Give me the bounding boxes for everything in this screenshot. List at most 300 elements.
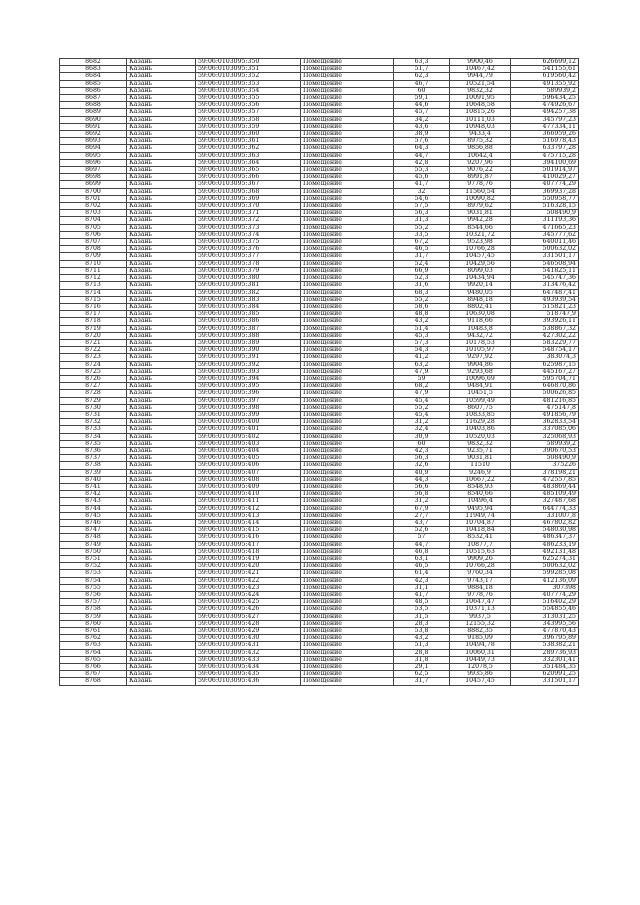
city-cell: Казань [127, 628, 196, 635]
total-value-cell: 518747,9 [511, 311, 579, 318]
city-cell: Казань [127, 303, 196, 310]
city-cell: Казань [127, 325, 196, 332]
area-cell: 47,9 [394, 390, 450, 397]
total-value-cell: 589939,2 [511, 440, 579, 447]
total-value-cell: 474926,67 [511, 102, 579, 109]
price-per-unit-cell: 10766,28 [450, 246, 511, 253]
table-row [60, 203, 579, 210]
cadastral-number-cell: 59:06:0103095:434 [196, 664, 301, 671]
row-number-cell: 8719 [60, 325, 127, 332]
city-cell: Казань [127, 231, 196, 238]
area-cell: 56,8 [394, 491, 450, 498]
area-cell: 52,4 [394, 260, 450, 267]
area-cell: 62,5 [394, 671, 450, 678]
price-per-unit-cell: 9856,88 [450, 145, 511, 152]
area-cell: 60 [394, 440, 450, 447]
total-value-cell: 494257,38 [511, 109, 579, 116]
cadastral-number-cell: 59:06:0103095:379 [196, 267, 301, 274]
object-type-cell: Помещение [301, 541, 394, 548]
table-row [60, 123, 579, 130]
price-per-unit-cell: 10877,7 [450, 541, 511, 548]
table-row [60, 59, 579, 66]
price-per-unit-cell: 8607,75 [450, 404, 511, 411]
city-cell: Казань [127, 332, 196, 339]
city-cell: Казань [127, 455, 196, 462]
object-type-cell: Помещение [301, 152, 394, 159]
table-row [60, 224, 579, 231]
price-per-unit-cell: 9778,76 [450, 181, 511, 188]
table-row [60, 332, 579, 339]
table-row [60, 66, 579, 73]
area-cell: 57,5 [394, 203, 450, 210]
object-type-cell: Помещение [301, 476, 394, 483]
cadastral-number-cell: 59:06:0103095:430 [196, 635, 301, 642]
total-value-cell: 491355,92 [511, 80, 579, 87]
area-cell: 45,4 [394, 411, 450, 418]
price-per-unit-cell: 10520,03 [450, 433, 511, 440]
price-per-unit-cell: 10403,86 [450, 426, 511, 433]
cadastral-number-cell: 59:06:0103095:425 [196, 599, 301, 606]
area-cell: 68,3 [394, 289, 450, 296]
row-number-cell: 8762 [60, 635, 127, 642]
row-number-cell: 8693 [60, 138, 127, 145]
price-per-unit-cell: 11949,74 [450, 512, 511, 519]
row-number-cell: 8685 [60, 80, 127, 87]
cadastral-number-cell: 59:06:0103095:377 [196, 253, 301, 260]
city-cell: Казань [127, 671, 196, 678]
total-value-cell: 325068,93 [511, 433, 579, 440]
city-cell: Казань [127, 440, 196, 447]
object-type-cell: Помещение [301, 231, 394, 238]
row-number-cell: 8699 [60, 181, 127, 188]
city-cell: Казань [127, 642, 196, 649]
table-body [60, 59, 579, 686]
cadastral-number-cell: 59:06:0103095:406 [196, 462, 301, 469]
price-per-unit-cell: 10090,82 [450, 195, 511, 202]
city-cell: Казань [127, 592, 196, 599]
object-type-cell: Помещение [301, 512, 394, 519]
city-cell: Казань [127, 159, 196, 166]
row-number-cell: 8738 [60, 462, 127, 469]
total-value-cell: 337085,06 [511, 426, 579, 433]
object-type-cell: Помещение [301, 642, 394, 649]
table-row [60, 671, 579, 678]
area-cell: 31,6 [394, 282, 450, 289]
area-cell: 31,8 [394, 656, 450, 663]
area-cell: 42,3 [394, 447, 450, 454]
cadastral-number-cell: 59:06:0103095:382 [196, 289, 301, 296]
price-per-unit-cell: 10948,03 [450, 123, 511, 130]
area-cell: 42,3 [394, 577, 450, 584]
price-per-unit-cell: 9778,76 [450, 592, 511, 599]
row-number-cell: 8690 [60, 116, 127, 123]
city-cell: Казань [127, 203, 196, 210]
table-row [60, 318, 579, 325]
row-number-cell: 8754 [60, 577, 127, 584]
price-per-unit-cell: 9118,66 [450, 318, 511, 325]
table-row [60, 613, 579, 620]
area-cell: 48,8 [394, 311, 450, 318]
area-cell: 27,7 [394, 512, 450, 519]
total-value-cell: 508490,9 [511, 210, 579, 217]
table-row [60, 296, 579, 303]
city-cell: Казань [127, 368, 196, 375]
total-value-cell: 595704,71 [511, 375, 579, 382]
area-cell: 57 [394, 534, 450, 541]
price-per-unit-cell: 10494,78 [450, 642, 511, 649]
city-cell: Казань [127, 548, 196, 555]
price-per-unit-cell: 10515,63 [450, 548, 511, 555]
object-type-cell: Помещение [301, 303, 394, 310]
table-row [60, 592, 579, 599]
total-value-cell: 516402,29 [511, 599, 579, 606]
row-number-cell: 8708 [60, 246, 127, 253]
area-cell: 42,8 [394, 159, 450, 166]
cadastral-number-cell: 59:06:0103095:390 [196, 347, 301, 354]
row-number-cell: 8768 [60, 678, 127, 685]
table-row [60, 570, 579, 577]
object-type-cell: Помещение [301, 361, 394, 368]
row-number-cell: 8742 [60, 491, 127, 498]
price-per-unit-cell: 10449,73 [450, 656, 511, 663]
table-row [60, 138, 579, 145]
area-cell: 47,9 [394, 368, 450, 375]
row-number-cell: 8731 [60, 411, 127, 418]
table-row [60, 174, 579, 181]
table-row [60, 426, 579, 433]
table-row [60, 131, 579, 138]
object-type-cell: Помещение [301, 325, 394, 332]
total-value-cell: 472557,85 [511, 476, 579, 483]
area-cell: 32,4 [394, 426, 450, 433]
object-type-cell: Помещение [301, 534, 394, 541]
row-number-cell: 8747 [60, 527, 127, 534]
cadastral-number-cell: 59:06:0103095:356 [196, 102, 301, 109]
area-cell: 61,4 [394, 570, 450, 577]
object-type-cell: Помещение [301, 282, 394, 289]
table-row [60, 181, 579, 188]
table-row [60, 267, 579, 274]
city-cell: Казань [127, 599, 196, 606]
cadastral-number-cell: 59:06:0103095:435 [196, 671, 301, 678]
total-value-cell: 383074,3 [511, 354, 579, 361]
area-cell: 38,9 [394, 131, 450, 138]
price-per-unit-cell: 9185,09 [450, 635, 511, 642]
object-type-cell: Помещение [301, 491, 394, 498]
table-row [60, 404, 579, 411]
city-cell: Казань [127, 123, 196, 130]
table-row [60, 577, 579, 584]
price-per-unit-cell: 10704,87 [450, 520, 511, 527]
price-per-unit-cell: 9944,79 [450, 73, 511, 80]
total-value-cell: 516328,15 [511, 203, 579, 210]
object-type-cell: Помещение [301, 275, 394, 282]
object-type-cell: Помещение [301, 368, 394, 375]
table-row [60, 116, 579, 123]
total-value-cell: 289736,93 [511, 649, 579, 656]
table-row [60, 476, 579, 483]
city-cell: Казань [127, 296, 196, 303]
area-cell: 46,5 [394, 563, 450, 570]
city-cell: Казань [127, 339, 196, 346]
area-cell: 63,1 [394, 556, 450, 563]
total-value-cell: 481216,85 [511, 397, 579, 404]
object-type-cell: Помещение [301, 628, 394, 635]
price-per-unit-cell: 9942,28 [450, 217, 511, 224]
row-number-cell: 8684 [60, 73, 127, 80]
city-cell: Казань [127, 390, 196, 397]
area-cell: 57,6 [394, 138, 450, 145]
area-cell: 58,6 [394, 303, 450, 310]
total-value-cell: 362833,54 [511, 419, 579, 426]
total-value-cell: 538867,32 [511, 325, 579, 332]
total-value-cell: 538382,21 [511, 642, 579, 649]
table-row [60, 275, 579, 282]
row-number-cell: 8718 [60, 318, 127, 325]
total-value-cell: 410029,27 [511, 174, 579, 181]
row-number-cell: 8695 [60, 152, 127, 159]
total-value-cell: 554855,46 [511, 606, 579, 613]
object-type-cell: Помещение [301, 224, 394, 231]
cadastral-number-cell: 59:06:0103095:411 [196, 498, 301, 505]
row-number-cell: 8726 [60, 375, 127, 382]
total-value-cell: 589939,2 [511, 87, 579, 94]
cadastral-number-cell: 59:06:0103095:352 [196, 73, 301, 80]
area-cell: 57,3 [394, 339, 450, 346]
row-number-cell: 8761 [60, 628, 127, 635]
object-type-cell: Помещение [301, 347, 394, 354]
total-value-cell: 369937,28 [511, 188, 579, 195]
city-cell: Казань [127, 483, 196, 490]
total-value-cell: 412136,09 [511, 577, 579, 584]
table-row [60, 628, 579, 635]
row-number-cell: 8736 [60, 447, 127, 454]
price-per-unit-cell: 10496,4 [450, 498, 511, 505]
cadastral-number-cell: 59:06:0103095:412 [196, 505, 301, 512]
row-number-cell: 8692 [60, 131, 127, 138]
row-number-cell: 8763 [60, 642, 127, 649]
city-cell: Казань [127, 649, 196, 656]
table-row [60, 246, 579, 253]
city-cell: Казань [127, 570, 196, 577]
area-cell: 54,6 [394, 195, 450, 202]
row-number-cell: 8721 [60, 339, 127, 346]
cadastral-number-cell: 59:06:0103095:364 [196, 159, 301, 166]
total-value-cell: 500632,02 [511, 563, 579, 570]
table-row [60, 231, 579, 238]
row-number-cell: 8724 [60, 361, 127, 368]
table-row [60, 368, 579, 375]
cadastral-number-cell: 59:06:0103095:424 [196, 592, 301, 599]
area-cell: 53,8 [394, 628, 450, 635]
row-number-cell: 8686 [60, 87, 127, 94]
total-value-cell: 445167,27 [511, 368, 579, 375]
total-value-cell: 491856,79 [511, 411, 579, 418]
area-cell: 67,9 [394, 505, 450, 512]
cadastral-number-cell: 59:06:0103095:361 [196, 138, 301, 145]
row-number-cell: 8743 [60, 498, 127, 505]
total-value-cell: 633797,28 [511, 145, 579, 152]
price-per-unit-cell: 9832,32 [450, 87, 511, 94]
area-cell: 45,4 [394, 397, 450, 404]
row-number-cell: 8717 [60, 311, 127, 318]
table-row [60, 548, 579, 555]
object-type-cell: Помещение [301, 397, 394, 404]
city-cell: Казань [127, 109, 196, 116]
cadastral-number-cell: 59:06:0103095:395 [196, 383, 301, 390]
price-per-unit-cell: 10451,5 [450, 390, 511, 397]
cadastral-number-cell: 59:06:0103095:433 [196, 656, 301, 663]
cadastral-number-cell: 59:06:0103095:397 [196, 397, 301, 404]
row-number-cell: 8759 [60, 613, 127, 620]
total-value-cell: 500626,85 [511, 390, 579, 397]
city-cell: Казань [127, 556, 196, 563]
row-number-cell: 8737 [60, 455, 127, 462]
row-number-cell: 8682 [60, 59, 127, 66]
total-value-cell: 331007,8 [511, 512, 579, 519]
row-number-cell: 8733 [60, 426, 127, 433]
cadastral-number-cell: 59:06:0103095:404 [196, 447, 301, 454]
table-row [60, 289, 579, 296]
row-number-cell: 8723 [60, 354, 127, 361]
area-cell: 46,8 [394, 548, 450, 555]
city-cell: Казань [127, 541, 196, 548]
row-number-cell: 8734 [60, 433, 127, 440]
city-cell: Казань [127, 476, 196, 483]
price-per-unit-cell: 9076,22 [450, 167, 511, 174]
row-number-cell: 8713 [60, 282, 127, 289]
total-value-cell: 515821,23 [511, 303, 579, 310]
object-type-cell: Помещение [301, 311, 394, 318]
object-type-cell: Помещение [301, 195, 394, 202]
area-cell: 41,7 [394, 181, 450, 188]
table-row [60, 145, 579, 152]
object-type-cell: Помещение [301, 556, 394, 563]
city-cell: Казань [127, 527, 196, 534]
object-type-cell: Помещение [301, 411, 394, 418]
price-per-unit-cell: 8948,18 [450, 296, 511, 303]
price-per-unit-cell: 10483,8 [450, 325, 511, 332]
object-type-cell: Помещение [301, 455, 394, 462]
cadastral-number-cell: 59:06:0103095:388 [196, 332, 301, 339]
cadastral-number-cell: 59:06:0103095:376 [196, 246, 301, 253]
area-cell: 60 [394, 87, 450, 94]
object-type-cell: Помещение [301, 217, 394, 224]
object-type-cell: Помещение [301, 390, 394, 397]
area-cell: 52,3 [394, 275, 450, 282]
total-value-cell: 644774,33 [511, 505, 579, 512]
total-value-cell: 508490,9 [511, 455, 579, 462]
table-row [60, 491, 579, 498]
total-value-cell: 541155,61 [511, 66, 579, 73]
cadastral-number-cell: 59:06:0103095:386 [196, 318, 301, 325]
object-type-cell: Помещение [301, 102, 394, 109]
area-cell: 53,5 [394, 606, 450, 613]
total-value-cell: 640011,46 [511, 239, 579, 246]
row-number-cell: 8760 [60, 620, 127, 627]
total-value-cell: 486347,37 [511, 534, 579, 541]
cadastral-number-cell: 59:06:0103095:422 [196, 577, 301, 584]
row-number-cell: 8727 [60, 383, 127, 390]
cadastral-number-cell: 59:06:0103095:359 [196, 123, 301, 130]
object-type-cell: Помещение [301, 505, 394, 512]
table-row [60, 354, 579, 361]
object-type-cell: Помещение [301, 613, 394, 620]
price-per-unit-cell: 10521,54 [450, 80, 511, 87]
city-cell: Казань [127, 275, 196, 282]
row-number-cell: 8739 [60, 469, 127, 476]
city-cell: Казань [127, 116, 196, 123]
price-per-unit-cell: 9246,9 [450, 469, 511, 476]
row-number-cell: 8745 [60, 512, 127, 519]
area-cell: 30,9 [394, 433, 450, 440]
total-value-cell: 307398 [511, 584, 579, 591]
row-number-cell: 8755 [60, 584, 127, 591]
city-cell: Казань [127, 462, 196, 469]
city-cell: Казань [127, 577, 196, 584]
object-type-cell: Помещение [301, 483, 394, 490]
row-number-cell: 8725 [60, 368, 127, 375]
object-type-cell: Помещение [301, 80, 394, 87]
table-row [60, 397, 579, 404]
price-per-unit-cell: 9935,86 [450, 671, 511, 678]
price-per-unit-cell: 9235,71 [450, 447, 511, 454]
object-type-cell: Помещение [301, 167, 394, 174]
object-type-cell: Помещение [301, 332, 394, 339]
area-cell: 66,9 [394, 267, 450, 274]
area-cell: 28,3 [394, 620, 450, 627]
cadastral-number-cell: 59:06:0103095:396 [196, 390, 301, 397]
total-value-cell: 331501,17 [511, 678, 579, 685]
row-number-cell: 8701 [60, 195, 127, 202]
total-value-cell: 390670,53 [511, 447, 579, 454]
table-row [60, 447, 579, 454]
table-row [60, 563, 579, 570]
table-row [60, 217, 579, 224]
price-per-unit-cell: 10371,13 [450, 606, 511, 613]
row-number-cell: 8705 [60, 224, 127, 231]
row-number-cell: 8720 [60, 332, 127, 339]
cadastral-number-cell: 59:06:0103095:398 [196, 404, 301, 411]
total-value-cell: 486233,19 [511, 541, 579, 548]
row-number-cell: 8749 [60, 541, 127, 548]
area-cell: 44,3 [394, 476, 450, 483]
total-value-cell: 475715,28 [511, 152, 579, 159]
object-type-cell: Помещение [301, 123, 394, 130]
object-type-cell: Помещение [301, 159, 394, 166]
city-cell: Казань [127, 239, 196, 246]
total-value-cell: 485109,49 [511, 491, 579, 498]
object-type-cell: Помещение [301, 570, 394, 577]
table-row [60, 282, 579, 289]
total-value-cell: 501914,97 [511, 167, 579, 174]
row-number-cell: 8765 [60, 656, 127, 663]
cadastral-number-cell: 59:06:0103095:405 [196, 455, 301, 462]
table-row [60, 440, 579, 447]
area-cell: 51,7 [394, 66, 450, 73]
row-number-cell: 8764 [60, 649, 127, 656]
price-per-unit-cell: 8099,03 [450, 267, 511, 274]
row-number-cell: 8728 [60, 390, 127, 397]
object-type-cell: Помещение [301, 188, 394, 195]
total-value-cell: 396795,89 [511, 635, 579, 642]
object-type-cell: Помещение [301, 174, 394, 181]
price-per-unit-cell: 9432,72 [450, 332, 511, 339]
object-type-cell: Помещение [301, 260, 394, 267]
area-cell: 52,6 [394, 527, 450, 534]
area-cell: 68,2 [394, 383, 450, 390]
cadastral-number-cell: 59:06:0103095:426 [196, 606, 301, 613]
